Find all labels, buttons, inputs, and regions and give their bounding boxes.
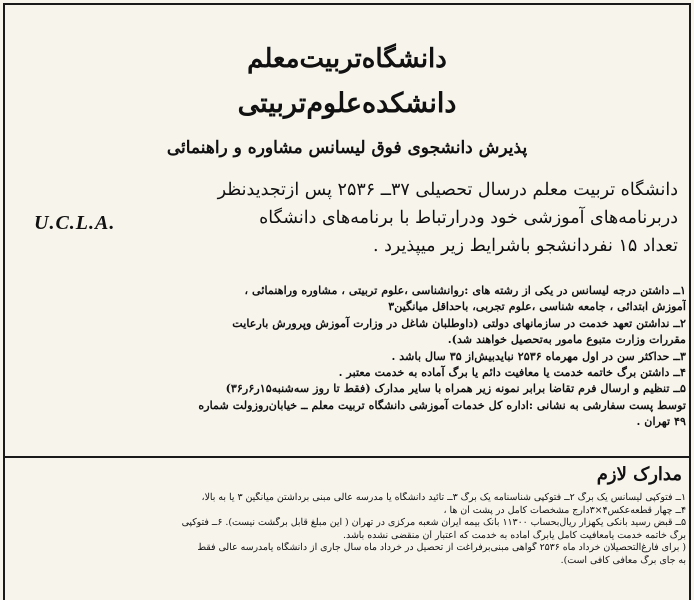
intro-line: دربرنامه‌های آموزشی خود ودرارتباط با برنامه‌های دانشگاه: [259, 208, 678, 228]
condition-line: ۲ــ نداشتن تعهد خدمت در سازمانهای دولتی (داوطلبان شاغل در وزارت آموزش وپرورش بارعایت: [232, 315, 686, 330]
university-title: دانشگاه‌تربیت‌معلم: [247, 44, 447, 74]
document-line: به جای برگ معافی کافی است).: [560, 554, 686, 566]
document-line: ۴ــ چهار قطعه‌عکس۴×۳دارج مشخصات کامل در پشت آن ها ،: [443, 504, 686, 516]
documents-heading: مدارک لازم: [596, 464, 682, 485]
document-line: ۱ــ فتوکپی لیسانس یک برگ ۲ــ فتوکپی شناسنامه یک برگ ۳ــ تائید دانشگاه یا مدرسه عالی مبنی برداشتن میانگین ۳ یا به بالا،: [201, 492, 686, 503]
intro-line: دانشگاه تربیت معلم درسال تحصیلی ۳۷ــ ۲۵۳۶ پس ازتجدیدنظر: [217, 180, 678, 200]
documents-list: [8, 492, 686, 568]
condition-line: آموزش ابتدائی ، جامعه شناسی ،علوم تجربی، باحداقل میانگین۳: [388, 299, 686, 314]
admission-subtitle: پذیرش دانشجوی فوق لیسانس مشاوره و راهنمائی: [166, 138, 528, 158]
faculty-title: دانشکده‌علوم‌تربیتی: [237, 88, 457, 119]
condition-line: ۴۹ تهران .: [636, 414, 686, 429]
condition-line: توسط پست سفارشی به نشانی :اداره کل خدمات آموزشی دانشگاه تربیت معلم ــ خیابان‌روزولت شماره: [198, 397, 686, 412]
intro-line: تعداد ۱۵ نفردانشجو باشرایط زیر میپذیرد .: [372, 236, 678, 256]
condition-line: مقررات وزارت متبوع مامور به‌تحصیل خواهند شد).: [447, 332, 686, 347]
document-line: برگ خاتمه خدمت یامعافیت کامل یابرگ آماده به خدمت که اعتبار آن منقضی نشده باشد.: [343, 529, 686, 541]
conditions-list: [8, 282, 686, 430]
condition-line: ۳ــ حداکثر سن در اول مهرماه ۲۵۳۶ نبایدبیش‌از ۳۵ سال باشد .: [391, 348, 686, 363]
section-divider: [4, 456, 690, 458]
document-line: ( برای فارغ‌التحصیلان خرداد ماه ۲۵۳۶ گواهی مبنی‌برفراغت از تحصیل در خرداد ماه سال جاری از دانشگاه یامدرسه عالی فقط: [197, 542, 686, 554]
document-line: ۵ــ قبض رسید بانکی یکهزار ریال‌بحساب ۱۱۳۰۰ بانک بیمه ایران شعبه مرکزی در تهران ( این مبلغ قابل برگشت نیست). ۶ــ فتوکپی: [181, 517, 686, 529]
condition-line: ۵ــ تنظیم و ارسال فرم تقاضا برابر نمونه زیر همراه با سایر مدارک (فقط تا روز سه‌شنبه۱۵ر۶ر۳۶): [225, 381, 686, 396]
ucla-name: U.C.L.A.: [34, 212, 116, 234]
condition-line: ۱ــ داشتن درجه لیسانس در یکی از رشته های :روانشناسی ،علوم تربیتی ، مشاوره وراهنمائی ،: [244, 283, 686, 297]
condition-line: ۴ــ داشتن برگ خاتمه خدمت یا معافیت دائم یا برگ آماده به خدمت معتبر .: [338, 365, 686, 380]
